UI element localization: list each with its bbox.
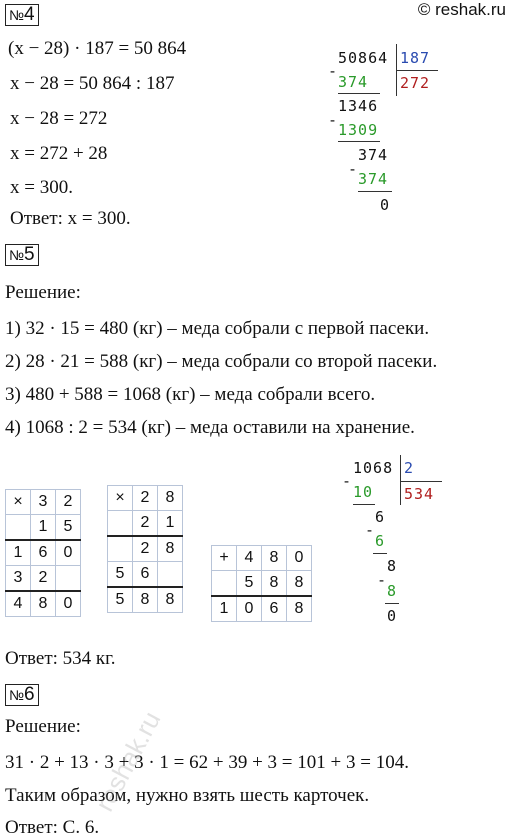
cell: × bbox=[6, 490, 31, 515]
line-3 bbox=[385, 603, 399, 604]
problem-5-badge bbox=[5, 244, 39, 266]
p5-line-4: 4) 1068 : 2 = 534 (кг) – меда оставили на хранение. bbox=[5, 417, 415, 438]
divisor: 187 bbox=[400, 49, 431, 67]
p5-line-3: 3) 480 + 588 = 1068 (кг) – меда собрали всего. bbox=[5, 384, 376, 405]
subtrahend-1: 374 bbox=[338, 73, 369, 91]
cell: 8 bbox=[133, 587, 158, 613]
cell: 5 bbox=[56, 515, 81, 541]
p4-line-4: x = 272 + 28 bbox=[10, 143, 108, 164]
cell: 8 bbox=[31, 591, 56, 617]
cell: 8 bbox=[287, 571, 312, 597]
cell: 1 bbox=[31, 515, 56, 541]
cell: 4 bbox=[6, 591, 31, 617]
line-1 bbox=[338, 93, 380, 94]
remainder-2: 374 bbox=[358, 146, 389, 164]
addition-grid bbox=[211, 545, 312, 622]
subtrahend-2: 1309 bbox=[338, 121, 379, 139]
p4-line-1: (x − 28) · 187 = 50 864 bbox=[8, 38, 187, 59]
cell bbox=[108, 511, 133, 537]
remainder-1: 6 bbox=[375, 508, 386, 526]
cell: 5 bbox=[108, 562, 133, 588]
quotient: 534 bbox=[404, 485, 435, 503]
badge-prefix: № bbox=[9, 7, 25, 23]
cell: 8 bbox=[158, 587, 183, 613]
p5-line-2: 2) 28 · 21 = 588 (кг) – меда собрали со второй пасеки. bbox=[5, 351, 438, 372]
remainder-3: 0 bbox=[380, 196, 391, 214]
cell bbox=[6, 515, 31, 541]
minus-2: - bbox=[328, 111, 339, 129]
cell: × bbox=[108, 486, 133, 511]
p5-heading: Решение: bbox=[5, 282, 81, 303]
cell: 6 bbox=[262, 596, 287, 622]
cell: 8 bbox=[262, 546, 287, 571]
cell: 6 bbox=[31, 540, 56, 566]
p4-answer: Ответ: x = 300. bbox=[10, 208, 131, 229]
cell: 2 bbox=[56, 490, 81, 515]
cell: 2 bbox=[133, 486, 158, 511]
watermark: reshak.ru bbox=[89, 706, 167, 817]
p4-line-2: x − 28 = 50 864 : 187 bbox=[10, 73, 175, 94]
cell: 2 bbox=[133, 536, 158, 562]
subtrahend-2: 6 bbox=[375, 532, 386, 550]
cell: 3 bbox=[31, 490, 56, 515]
cell bbox=[56, 566, 81, 592]
cell: 6 bbox=[133, 562, 158, 588]
p6-line-2: Таким образом, нужно взять шесть карточек. bbox=[5, 785, 370, 806]
multiplication-grid-2 bbox=[107, 485, 183, 613]
cell: 5 bbox=[237, 571, 262, 597]
cell: 2 bbox=[133, 511, 158, 537]
line-2 bbox=[373, 553, 387, 554]
p5-answer: Ответ: 534 кг. bbox=[5, 648, 116, 669]
minus-1: - bbox=[328, 62, 339, 80]
remainder-3: 0 bbox=[387, 607, 398, 625]
p6-line-1: 31 · 2 + 13 · 3 + 3 · 1 = 62 + 39 + 3 = 101 + 3 = 104. bbox=[5, 752, 409, 773]
cell bbox=[158, 562, 183, 588]
p5-line-1: 1) 32 · 15 = 480 (кг) – меда собрали с первой пасеки. bbox=[5, 318, 430, 339]
cell: 8 bbox=[158, 486, 183, 511]
p6-answer: Ответ: C. 6. bbox=[5, 817, 100, 838]
badge-number: 5 bbox=[24, 244, 35, 265]
cell: 8 bbox=[158, 536, 183, 562]
badge-prefix: № bbox=[9, 247, 25, 263]
badge-number: 6 bbox=[24, 684, 35, 705]
cell bbox=[212, 571, 237, 597]
p4-line-5: x = 300. bbox=[10, 177, 73, 198]
subtrahend-1: 10 bbox=[353, 483, 374, 501]
p6-heading: Решение: bbox=[5, 716, 81, 737]
minus-3: - bbox=[348, 160, 359, 178]
line-1 bbox=[353, 504, 375, 505]
p4-line-3: x − 28 = 272 bbox=[10, 108, 108, 129]
cell: 8 bbox=[262, 571, 287, 597]
cell: 0 bbox=[56, 591, 81, 617]
dividend: 1068 bbox=[353, 459, 394, 477]
cell: 1 bbox=[6, 540, 31, 566]
quotient: 272 bbox=[400, 74, 431, 92]
cell: 1 bbox=[212, 596, 237, 622]
badge-number: 4 bbox=[24, 4, 35, 25]
cell bbox=[108, 536, 133, 562]
subtrahend-3: 374 bbox=[358, 170, 389, 188]
minus-3: - bbox=[377, 571, 388, 589]
problem-6-badge bbox=[5, 684, 39, 706]
divisor: 2 bbox=[404, 459, 415, 477]
cell: 0 bbox=[237, 596, 262, 622]
cell: + bbox=[212, 546, 237, 571]
badge-prefix: № bbox=[9, 687, 25, 703]
multiplication-grid-1 bbox=[5, 489, 81, 617]
subtrahend-3: 8 bbox=[387, 582, 398, 600]
remainder-1: 1346 bbox=[338, 97, 379, 115]
dividend: 50864 bbox=[338, 49, 389, 67]
cell: 8 bbox=[287, 596, 312, 622]
cell: 0 bbox=[287, 546, 312, 571]
problem-4-badge bbox=[5, 4, 39, 26]
divisor-line bbox=[396, 70, 438, 71]
remainder-2: 8 bbox=[387, 557, 398, 575]
minus-2: - bbox=[365, 521, 376, 539]
cell: 3 bbox=[6, 566, 31, 592]
divisor-line bbox=[400, 481, 442, 482]
cell: 4 bbox=[237, 546, 262, 571]
minus-1: - bbox=[342, 472, 353, 490]
site-credit: © reshak.ru bbox=[417, 0, 506, 19]
cell: 2 bbox=[31, 566, 56, 592]
cell: 0 bbox=[56, 540, 81, 566]
cell: 5 bbox=[108, 587, 133, 613]
line-2 bbox=[338, 141, 380, 142]
division-bar bbox=[400, 455, 401, 505]
line-3 bbox=[358, 191, 392, 192]
cell: 1 bbox=[158, 511, 183, 537]
